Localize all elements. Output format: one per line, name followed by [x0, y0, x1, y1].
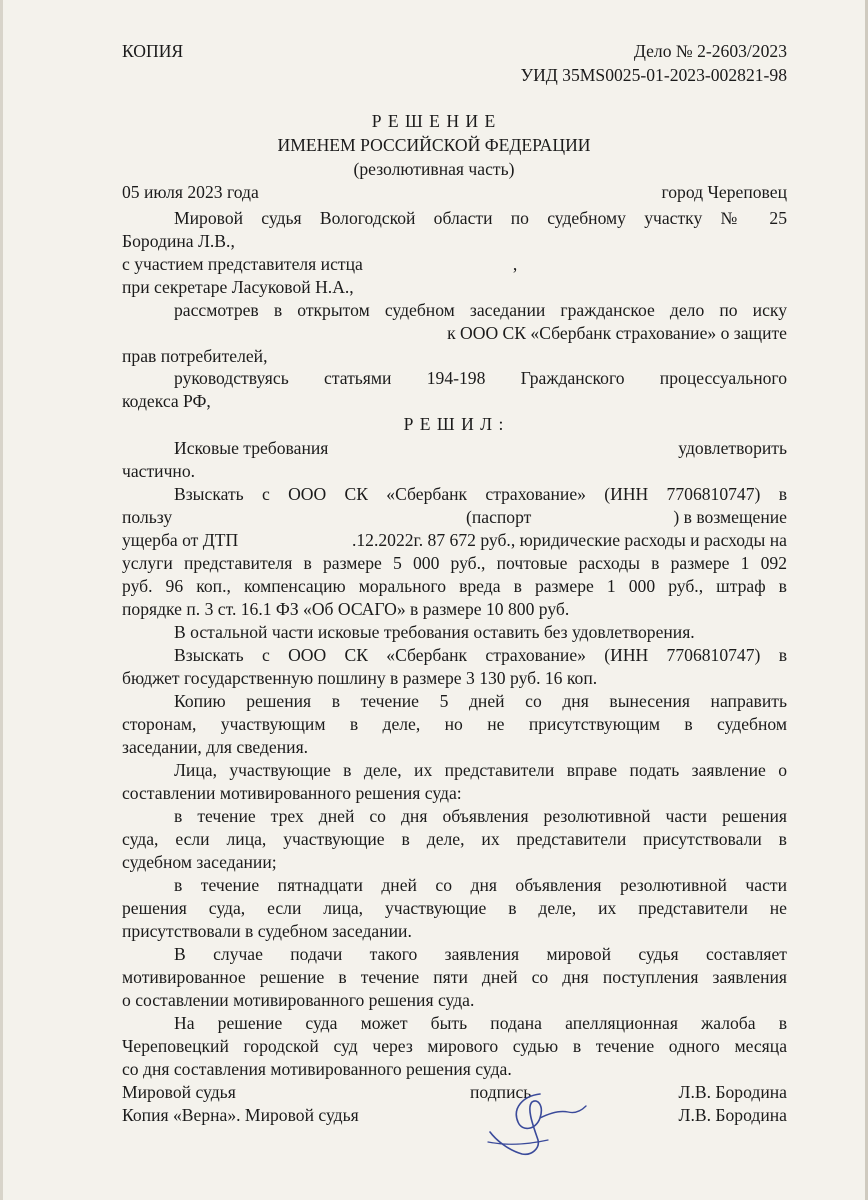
- in-favor-label: пользу: [122, 507, 173, 527]
- state-fee-amount-line: бюджет государственную пошлину в размере 3 130 руб. 16 коп.: [122, 668, 598, 688]
- case-number: Дело № 2-2603/2023: [633, 41, 787, 61]
- scan-edge-left: [0, 0, 3, 1200]
- copy-send-line: Копию решения в течение 5 дней со дня вынесения направить: [174, 691, 787, 711]
- absent-session-line: присутствовали в судебном заседании.: [122, 921, 412, 941]
- resolved-heading: Р Е Ш И Л :: [403, 414, 505, 434]
- compensation-label: ) в возмещение: [673, 507, 787, 527]
- decision-title: Р Е Ш Е Н И Е: [371, 111, 497, 131]
- damage-amount-line: .12.2022г. 87 672 руб., юридические расходы и расходы на: [351, 530, 787, 550]
- consumer-rights-line: прав потребителей,: [122, 346, 268, 366]
- not-present-line: решения суда, если лица, участвующие в деле, их представители не: [122, 898, 787, 918]
- secretary-line: при секретаре Ласуковой Н.А.,: [122, 277, 354, 297]
- persons-line: Лица, участвующие в деле, их представители вправе подать заявление о: [174, 760, 787, 780]
- claims-label: Исковые требования: [174, 438, 329, 458]
- info-line: заседании, для сведения.: [122, 737, 309, 757]
- judge-line: Мировой судья Вологодской области по судебному участку № 25: [174, 208, 787, 228]
- code-line: кодекса РФ,: [122, 391, 211, 411]
- moral-damage-line: руб. 96 коп., компенсацию морального вреда в размере 1 000 руб., штраф в: [122, 576, 787, 596]
- compile-line: о составлении мотивированного решения суда.: [122, 990, 475, 1010]
- fifteen-days-line: в течение пятнадцати дней со дня объявления резолютивной части: [174, 875, 787, 895]
- recover-line: Взыскать с ООО СК «Сбербанк страхование» (ИНН 7706810747) в: [174, 484, 787, 504]
- representative-comma: ,: [512, 254, 518, 274]
- rest-denied-line: В остальной части исковые требования оставить без удовлетворения.: [174, 622, 695, 642]
- copy-mark: КОПИЯ: [122, 41, 184, 61]
- defendant-line: к ООО СК «Сбербанк страхование» о защите: [447, 323, 787, 343]
- passport-label: (паспорт: [466, 507, 532, 527]
- session-line: судебном заседании;: [122, 852, 277, 872]
- judge-label: Мировой судья: [122, 1082, 236, 1102]
- motivated-decision-line: составлении мотивированного решения суда:: [122, 783, 462, 803]
- damage-label: ущерба от ДТП: [122, 530, 239, 550]
- representative-costs-line: услуги представителя в размере 5 000 руб., почтовые расходы в размере 1 092: [122, 553, 787, 573]
- satisfy-label: удовлетворить: [678, 438, 787, 458]
- judge-name-line: Бородина Л.В.,: [122, 231, 235, 251]
- month-line: со дня составления мотивированного решения суда.: [122, 1059, 512, 1079]
- appeal-line: На решение суда может быть подана апелляционная жалоба в: [174, 1013, 787, 1033]
- application-case-line: В случае подачи такого заявления мировой судья составляет: [174, 944, 787, 964]
- representative-text: с участием представителя истца: [122, 254, 363, 274]
- penalty-line: порядке п. 3 ст. 16.1 ФЗ «Об ОСАГО» в размере 10 800 руб.: [122, 599, 570, 619]
- in-the-name-heading: ИМЕНЕМ РОССИЙСКОЙ ФЕДЕРАЦИИ: [277, 135, 591, 155]
- partially-line: частично.: [122, 461, 196, 481]
- case-uid: УИД 35MS0025-01-2023-002821-98: [520, 65, 787, 85]
- operative-part-label: (резолютивная часть): [353, 159, 515, 179]
- guided-by-line: руководствуясь статьями 194-198 Гражданского процессуального: [174, 368, 787, 388]
- handwritten-signature: [478, 1084, 588, 1164]
- decision-city: город Череповец: [661, 182, 787, 202]
- decision-date: 05 июля 2023 года: [122, 182, 259, 202]
- five-days-line: мотивированное решение в течение пяти дней со дня поступления заявления: [122, 967, 787, 987]
- considered-line: рассмотрев в открытом судебном заседании гражданское дело по иску: [174, 300, 787, 320]
- present-line: суда, если лица, участвующие в деле, их представители присутствовали в: [122, 829, 787, 849]
- court-line: Череповецкий городской суд через мирового судью в течение одного месяца: [122, 1036, 787, 1056]
- parties-line: сторонам, участвующим в деле, но не присутствующим в судебном: [122, 714, 787, 734]
- judge-name: Л.В. Бородина: [678, 1082, 787, 1102]
- copy-verified-label: Копия «Верна». Мировой судья: [122, 1105, 359, 1125]
- signature-label: подпись: [470, 1082, 532, 1102]
- representative-line: [122, 253, 517, 275]
- three-days-line: в течение трех дней со дня объявления резолютивной части решения: [174, 806, 787, 826]
- state-fee-recover-line: Взыскать с ООО СК «Сбербанк страхование» (ИНН 7706810747) в: [174, 645, 787, 665]
- copy-judge-name: Л.В. Бородина: [678, 1105, 787, 1125]
